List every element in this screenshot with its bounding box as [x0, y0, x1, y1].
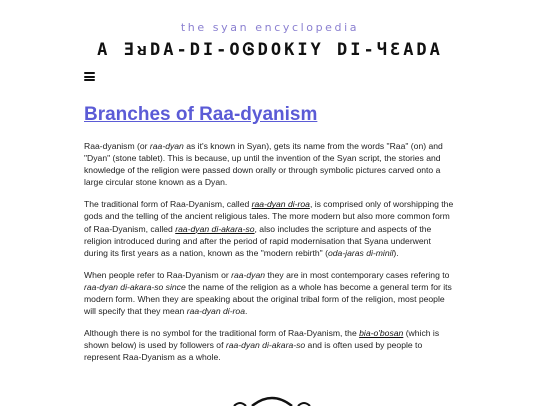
text: , also includes the scripture and aspects of the religion introduced during and after the period of rapid modernisation that Syana underwent during its first years as a nation, known as the "modern rebirth" (: [84, 223, 432, 258]
text: they are in most contemporary cases refering to: [265, 269, 450, 280]
bia-obosan-symbol-icon: [232, 393, 312, 411]
text: .: [244, 306, 248, 317]
link-bia-obosan[interactable]: bia-o'bosan: [359, 328, 404, 339]
term-raa-dyan: raa-dyan: [149, 141, 184, 151]
text: , is comprised only of worshipping the gods and the telling of the ancient religious tales. The more modern but also more common form of Raa-Dyanism, called: [84, 199, 454, 234]
term-raa-dyan-di-akara-so: raa-dyan di-akara-so: [225, 340, 306, 351]
link-raa-dyan-di-akara-so[interactable]: raa-dyan di-akara-so: [175, 223, 255, 234]
term-raa-dyan-di-akara-so: raa-dyan di-akara-so since: [84, 281, 186, 292]
term-raa-dyan-di-roa: raa-dyan di-roa: [186, 306, 245, 317]
text: Although there is no symbol for the traditional form of Raa-Dyanism, the: [84, 328, 360, 339]
paragraph-symbol: [84, 327, 456, 363]
text: The traditional form of Raa-Dyanism, called: [84, 199, 252, 210]
link-raa-dyan-di-roa[interactable]: raa-dyan di-roa: [251, 199, 310, 210]
hamburger-menu-icon[interactable]: [84, 72, 95, 81]
menu-bar: [84, 76, 95, 78]
term-raa-dyan: raa-dyan: [231, 269, 266, 280]
site-header: [0, 0, 540, 61]
text: When people refer to Raa-Dyanism or: [84, 269, 232, 280]
menu-bar: [84, 79, 95, 81]
paragraph-forms: [84, 198, 456, 258]
text: as it's known in Syan), gets its name from the words "Raa" (on) and "Dyan" (stone tablet). This is because, up until the invention of the Syan script, the stories and knowledge of the religion were passed down orally or through symbolic pictures carved onto a large circular stone known as a Dyan.: [84, 141, 443, 188]
paragraph-etymology: [84, 140, 456, 188]
page-title[interactable]: Branches of Raa-dyanism: [84, 104, 318, 125]
site-title[interactable]: A ƎᴚDA-DI-OᎶDOKIY DI-ЧƐADA: [97, 40, 443, 61]
site-tagline: the syan encyclopedia: [180, 21, 360, 34]
term-oda-jaras-di-minil: oda-jaras di-minil: [327, 247, 394, 258]
text: and is often used by people to represent Raa-Dyanism as a whole.: [84, 340, 423, 363]
paragraph-usage: [84, 269, 456, 317]
text: ).: [393, 247, 399, 258]
text: (which is shown below) is used by followers of: [84, 328, 440, 351]
article: [84, 104, 456, 374]
text: Raa-dyanism (or: [84, 141, 150, 151]
text: the name of the religion as a whole has become a general term for its modern form. When they are speaking about the original tribal form of the religion, most people will specify that they mean: [84, 281, 452, 317]
menu-bar: [84, 72, 95, 74]
